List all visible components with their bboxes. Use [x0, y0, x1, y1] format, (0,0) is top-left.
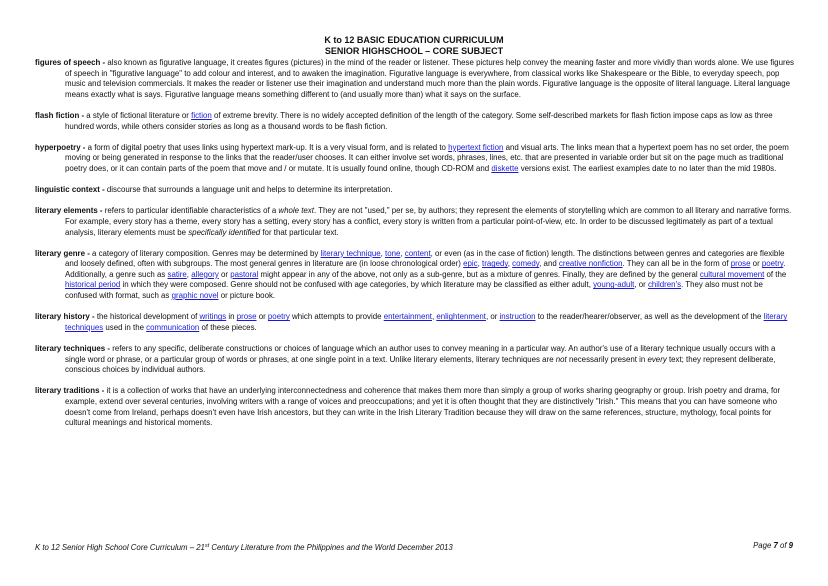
definition-text: and visual arts. The links mean that a hypertext poem has no set order, the poem moving or being generated in response to the links that the reader/user chooses. It can either involve set words, phrases, lines, etc. that are presented in variable order but sit on the page much as traditional poetry does, or it can contain parts of the poem that move and / or mutate. It is usually found online, though CD-ROM and: [65, 142, 789, 173]
term: literary traditions: [35, 386, 100, 396]
term: literary techniques: [35, 344, 106, 354]
link-entertainment[interactable]: entertainment: [383, 312, 432, 322]
definition: discourse that surrounds a language unit and helps to determine its interpretation.: [106, 185, 393, 195]
link-communication[interactable]: communication: [146, 322, 200, 332]
definition-text: or: [218, 269, 231, 279]
definition: it is a collection of works that have an underlying interconnectedness and coherence that makes them more than simply a group of works sharing geography or group. Irish poetry and drama, for example, extend over several centuries, involving writers with a range of voices and preoccupations; and yet it is often thought that they are distinctively "Irish." This means that you can have someone who doesn't come from Ireland, perhaps doesn't even have Irish ancestors, but they can write in the Irish Literary Tradition because they will draw on the same references, structure, mythology, focal points for cultural meanings and historical moments.: [65, 386, 781, 428]
term-separator: -: [85, 248, 93, 258]
definition-text: the historical development of: [96, 312, 200, 322]
definition-text: refers to any specific, deliberate constructions or choices of language which an author uses to convey meaning in a particular way. An author's use of a literary technique usually occurs with a single word or phrase, or a particular group of words or phrases, at one single point in a text. Unlike literary elements, literary techniques are: [65, 344, 776, 364]
page-label: Page: [753, 541, 774, 550]
definition-text: used in the: [103, 322, 147, 332]
definition-text: which attempts to provide: [289, 312, 384, 322]
definition-text: ,: [186, 269, 192, 279]
definition-text: in which they were composed. Genre should not be confused with age categories, by which literature may be classified as either adult,: [120, 280, 594, 290]
subject-title: SENIOR HIGHSCHOOL – CORE SUBJECT: [324, 45, 504, 56]
definition-text: . They also must not be confused with format, such as: [65, 280, 763, 301]
glossary-entry-flash-fiction: [35, 111, 795, 132]
term-separator: -: [99, 185, 107, 195]
link-epic[interactable]: epic: [463, 259, 478, 269]
link-literary-techniques[interactable]: literary techniques: [65, 312, 788, 332]
curriculum-title: K to 12 BASIC EDUCATION CURRICULUM: [324, 35, 504, 45]
term: flash fiction: [35, 110, 80, 120]
definition-text: or: [750, 259, 762, 269]
definition-text: necessarily present in: [566, 354, 648, 364]
glossary-content: [35, 58, 795, 439]
glossary-entry-literary-elements: [35, 206, 795, 238]
definition-text: a form of digital poetry that uses links using hypertext mark-up. It is a very visual form, and is related to: [87, 142, 449, 152]
link-literary-technique[interactable]: literary technique: [320, 248, 381, 258]
link-childrens[interactable]: children's: [647, 280, 682, 290]
glossary-entry-hyperpoetry: [35, 143, 795, 175]
definition-text: for that particular text.: [260, 227, 339, 237]
link-instruction[interactable]: instruction: [499, 312, 536, 322]
footer-document-title: [35, 541, 453, 553]
link-tragedy[interactable]: tragedy: [482, 259, 508, 269]
term: linguistic context: [35, 185, 100, 195]
emphasis-text: specifically identified: [188, 227, 261, 237]
link-tone[interactable]: tone: [385, 248, 401, 258]
emphasis-text: whole text: [278, 206, 314, 216]
definition-text: refers to particular identifiable characteristics of a: [104, 206, 279, 216]
glossary-entry-literary-traditions: [35, 386, 795, 428]
term-separator: -: [79, 110, 87, 120]
term-separator: -: [97, 206, 105, 216]
emphasis-text: not: [555, 354, 567, 364]
term-separator: -: [105, 344, 113, 354]
glossary-entry-literary-genre: [35, 249, 795, 302]
document-header: [0, 35, 828, 56]
definition-text: a category of literary composition. Genres may be determined by: [92, 248, 321, 258]
term-separator: -: [99, 386, 107, 396]
link-satire[interactable]: satire: [167, 269, 187, 279]
of-label: of: [777, 541, 789, 550]
definition-text: a style of fictional literature or: [86, 110, 192, 120]
definition-text: , or: [485, 312, 500, 322]
definition: also known as figurative language, it creates figures (pictures) in the mind of the reader or listener. These pictures help convey the meaning faster and more vividly than words alone. We use figures of speech in "figurative language" to add colour and interest, and to awaken the imagination. Figurative language is everywhere, from classical works like Shakespeare or the Bible, to everyday speech, pop music and television commercials. It makes the reader or listener use their imagination and understand much more than the plain words. Figurative language is the opposite of literal language. Literal language means exactly what is says. Figurative language means something different to (and usually more than) what it says on the surface.: [65, 58, 794, 99]
definition-text: , and: [539, 259, 559, 269]
term: literary elements: [35, 206, 98, 216]
definition-text: ,: [380, 248, 385, 258]
link-creative-nonfiction[interactable]: creative nonfiction: [558, 259, 623, 269]
link-prose[interactable]: prose: [236, 312, 257, 322]
definition-text: or: [256, 312, 268, 322]
definition-text: to the reader/hearer/observer, as well as the development of the: [535, 312, 764, 322]
glossary-entry-literary-history: [35, 312, 795, 333]
link-prose[interactable]: prose: [730, 259, 751, 269]
definition-text: or picture book.: [218, 291, 276, 301]
definition-text: of extreme brevity. There is no widely accepted definition of the length of the category. Some self-described markets for flash fiction impose caps as low as three hundred words, while others consider stories as long as a thousand words to be flash fiction.: [65, 110, 773, 131]
definition-text: ,: [477, 259, 482, 269]
term: figures of speech: [35, 58, 101, 67]
link-enlightenment[interactable]: enlightenment: [436, 312, 486, 322]
link-content[interactable]: content: [404, 248, 431, 258]
link-poetry[interactable]: poetry: [761, 259, 784, 269]
definition-text: . Additionally, a genre such as: [65, 259, 786, 279]
term: hyperpoetry: [35, 142, 81, 152]
footer-title-part: K to 12 Senior High School Core Curriculum – 21: [35, 543, 205, 552]
link-writings[interactable]: writings: [199, 312, 227, 322]
glossary-entry-linguistic-context: [35, 185, 795, 196]
link-fiction[interactable]: fiction: [191, 110, 212, 120]
link-historical-period[interactable]: historical period: [65, 280, 121, 290]
link-allegory[interactable]: allegory: [191, 269, 219, 279]
term-separator: -: [89, 312, 97, 322]
link-poetry[interactable]: poetry: [267, 312, 290, 322]
ordinal-suffix: st: [204, 543, 210, 549]
definition-text: text; they represent deliberate, conscious choices by individual authors.: [65, 354, 776, 375]
definition-text: of these pieces.: [199, 322, 257, 332]
footer-title-part: Century Literature from the Philippines and the World December 2013: [209, 543, 453, 552]
definition-text: might appear in any of the above, not only as a sub-genre, but as a mixture of genres. Finally, they are defined by the general: [258, 269, 700, 279]
definition-text: . They are not "used," per se, by authors; they represent the elements of storytelling which are common to all literary and narrative forms. For example, every story has a theme, every story has a setting, every story has a conflict, every story is written from a particular point-of-view, etc. In order to be discussed legitimately as part of a textual analysis, literary elements must be: [65, 206, 792, 237]
definition-text: , or even (as in the case of fiction) length. The distinctions between genres and categories are flexible and loosely defined, often with subgroups. The most general genres in literature are (in loose chronological order): [65, 248, 785, 269]
link-cultural-movement[interactable]: cultural movement: [699, 269, 765, 279]
emphasis-text: every: [647, 354, 667, 364]
definition-text: . They can all be in the form of: [622, 259, 731, 269]
term-separator: -: [100, 58, 108, 67]
term: literary history: [35, 312, 90, 322]
definition-text: of the: [764, 269, 787, 279]
term-separator: -: [80, 142, 88, 152]
link-graphic-novel[interactable]: graphic novel: [171, 291, 219, 301]
term: literary genre: [35, 248, 85, 258]
definition-text: , or: [634, 280, 648, 290]
definition-text: ,: [400, 248, 405, 258]
total-pages: 9: [788, 541, 793, 550]
definition-text: versions exist. The earliest examples date to no later than the mid 1980s.: [518, 163, 777, 173]
link-hypertext-fiction[interactable]: hypertext fiction: [448, 142, 504, 152]
definition-text: ,: [507, 259, 513, 269]
link-pastoral[interactable]: pastoral: [230, 269, 259, 279]
current-page: 7: [773, 541, 778, 550]
definition-text: ,: [431, 312, 437, 322]
link-young-adult[interactable]: young-adult: [593, 280, 635, 290]
page-number: [753, 541, 793, 551]
link-diskette[interactable]: diskette: [491, 163, 519, 173]
definition-text: in: [226, 312, 237, 322]
link-comedy[interactable]: comedy: [512, 259, 540, 269]
glossary-entry-figures-of-speech: [35, 58, 795, 100]
glossary-entry-literary-techniques: [35, 344, 795, 376]
